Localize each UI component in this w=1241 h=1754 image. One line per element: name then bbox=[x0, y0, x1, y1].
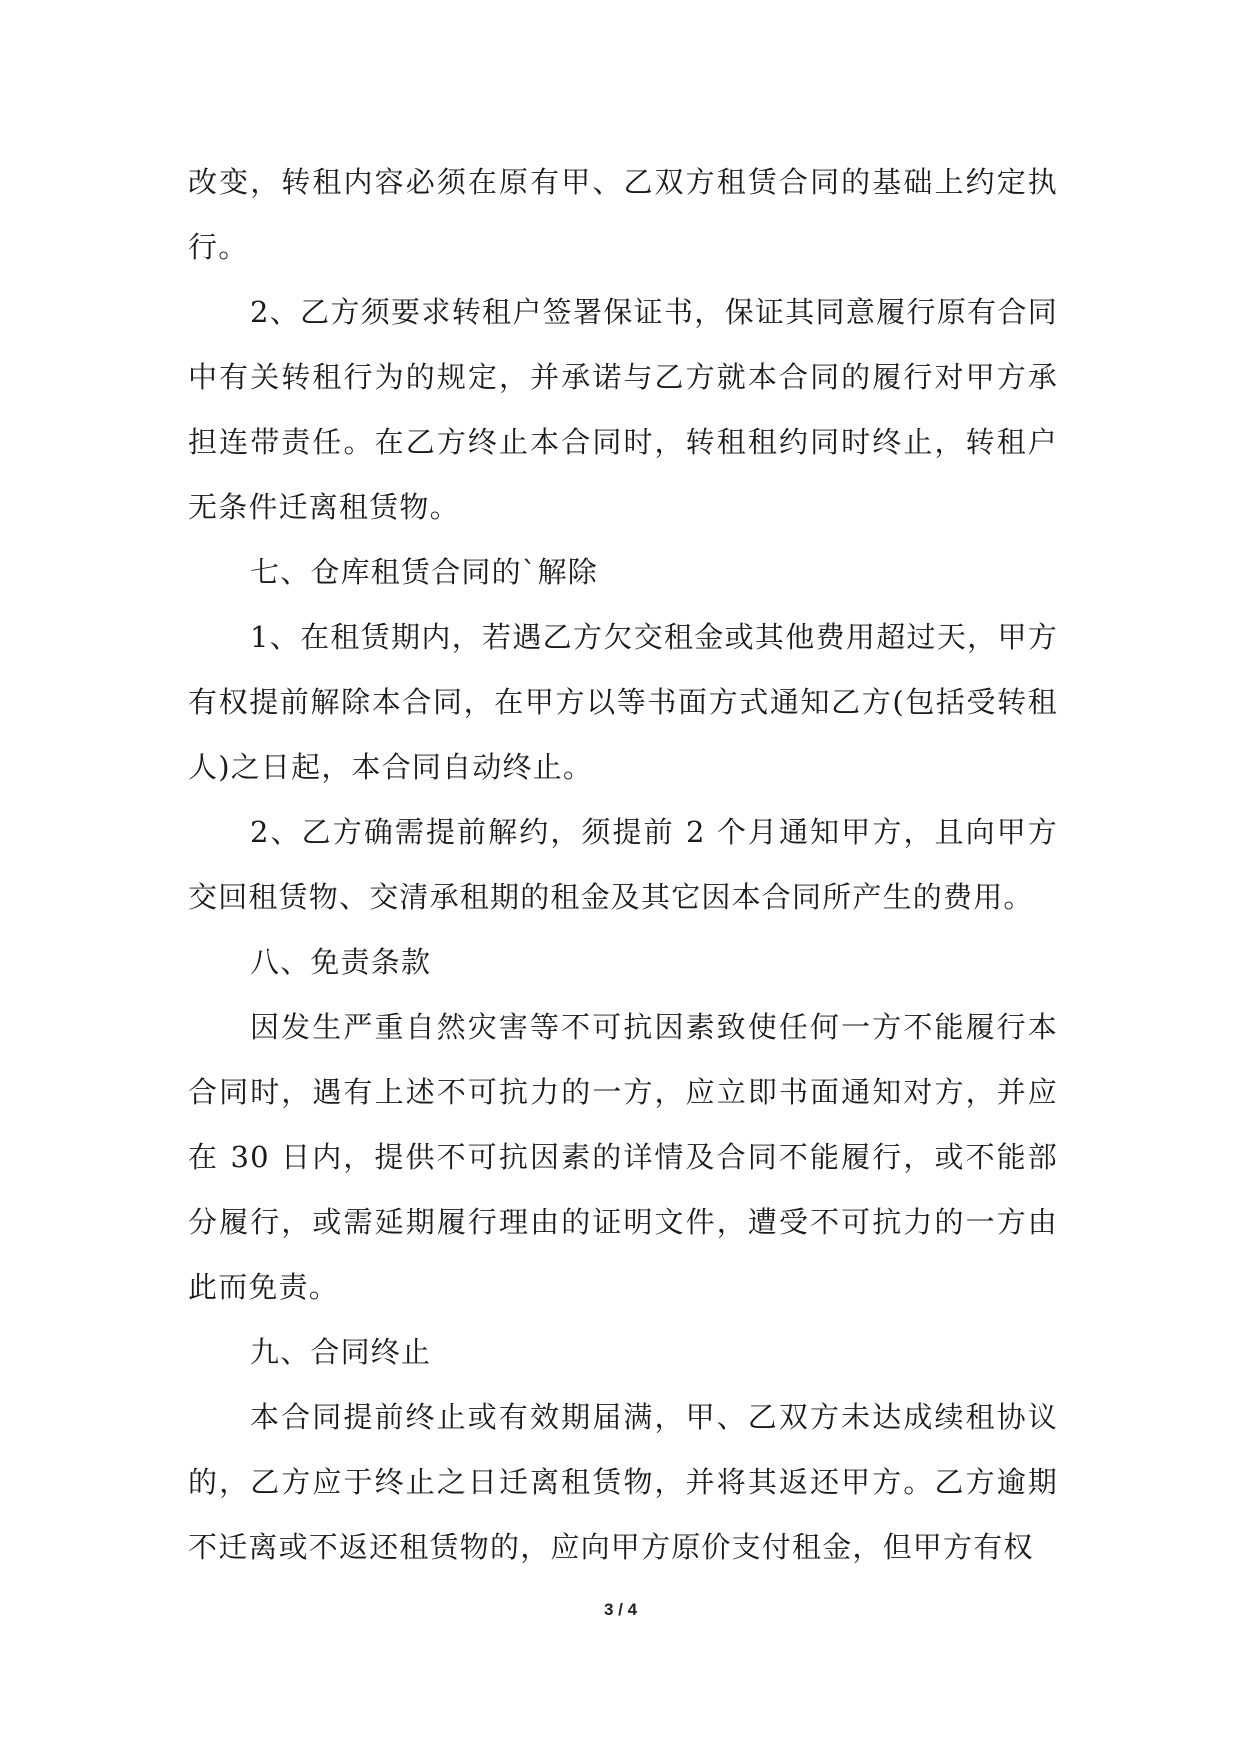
page-number: 3 / 4 bbox=[603, 1600, 638, 1619]
paragraph-sublet-guarantee: 2、乙方须要求转租户签署保证书，保证其同意履行原有合同中有关转租行为的规定，并承诺与乙方就本合同的履行对甲方承担连带责任。在乙方终止本合同时，转租租约同时终止，转租户无条件迁离租赁物。 bbox=[188, 295, 1058, 524]
section-heading-contract-end: 九、合同终止 bbox=[250, 1335, 432, 1369]
document-body bbox=[188, 150, 1058, 1580]
paragraph-termination-clause-2: 2、乙方确需提前解约，须提前 2 个月通知甲方，且向甲方交回租赁物、交清承租期的租金及其它因本合同所产生的费用。 bbox=[188, 815, 1058, 914]
section-heading-exemption: 八、免责条款 bbox=[250, 945, 432, 979]
paragraph-sublet-terms-continued: 改变，转租内容必须在原有甲、乙双方租赁合同的基础上约定执行。 bbox=[188, 165, 1058, 264]
paragraph-contract-end: 本合同提前终止或有效期届满，甲、乙双方未达成续租协议的，乙方应于终止之日迁离租赁物，并将其返还甲方。乙方逾期不迁离或不返还租赁物的，应向甲方原价支付租金，但甲方有权 bbox=[188, 1400, 1058, 1564]
paragraph-termination-clause-1: 1、在租赁期内，若遇乙方欠交租金或其他费用超过天，甲方有权提前解除本合同，在甲方以等书面方式通知乙方(包括受转租人)之日起，本合同自动终止。 bbox=[188, 620, 1058, 784]
section-heading-termination: 七、仓库租赁合同的`解除 bbox=[250, 555, 598, 589]
paragraph-force-majeure: 因发生严重自然灾害等不可抗因素致使任何一方不能履行本合同时，遇有上述不可抗力的一方，应立即书面通知对方，并应在 30 日内，提供不可抗因素的详情及合同不能履行，或不能部分履行，或需延期履行理由的证明文件，遭受不可抗力的一方由此而免责。 bbox=[188, 1010, 1058, 1304]
